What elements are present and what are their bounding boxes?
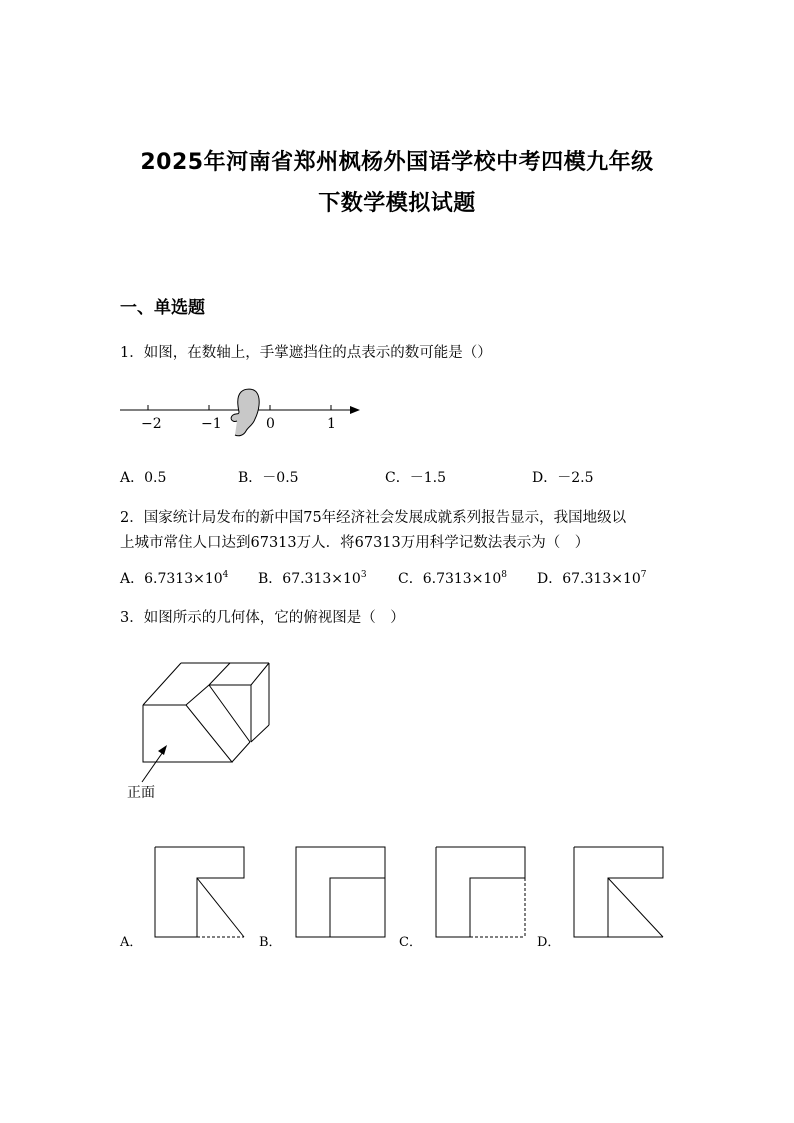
- edge: [232, 742, 250, 762]
- option-base: 6.7313×10: [422, 571, 502, 587]
- section-heading: 一、单选题: [120, 298, 205, 318]
- front-face: [143, 705, 232, 762]
- option-d-figure[interactable]: [574, 847, 663, 937]
- q2-option-c[interactable]: [398, 568, 507, 588]
- question-3-text: 3．如图所示的几何体，它的俯视图是（ ）: [120, 610, 405, 626]
- top-view-options: [115, 840, 675, 955]
- tick-label: −1: [201, 416, 222, 432]
- front-label: 正面: [127, 785, 155, 801]
- option-exponent: 7: [640, 570, 647, 580]
- option-label: C．: [399, 935, 422, 950]
- arrow-head-icon: [158, 745, 167, 755]
- option-b-figure[interactable]: [296, 847, 385, 937]
- option-exponent: 8: [501, 570, 507, 580]
- axis-arrow-icon: [350, 406, 360, 414]
- edge: [209, 685, 250, 742]
- hand-icon: [231, 389, 259, 436]
- q2-option-d[interactable]: [537, 568, 647, 588]
- front-arrow: [142, 749, 165, 782]
- option-label: A．: [120, 571, 145, 587]
- option-a-figure[interactable]: [155, 847, 244, 937]
- tick-label: 1: [327, 416, 336, 432]
- option-base: 6.7313×10: [144, 571, 223, 587]
- question-2-line2: 上城市常住人口达到67313万人．将67313万用科学记数法表示为（ ）: [120, 535, 590, 551]
- edge: [251, 663, 269, 685]
- q2-option-a[interactable]: [120, 568, 228, 588]
- option-base: 67.313×10: [562, 571, 641, 587]
- option-base: 67.313×10: [282, 571, 361, 587]
- option-label: D．: [537, 935, 561, 950]
- q1-option-a[interactable]: A．0.5: [120, 470, 167, 486]
- edge: [209, 663, 230, 685]
- q1-option-d[interactable]: D．－2.5: [532, 470, 594, 486]
- option-label: B．: [258, 571, 283, 587]
- option-label: C．: [398, 571, 423, 587]
- tick-label: 0: [266, 416, 275, 432]
- question-1-text: 1．如图，在数轴上，手掌遮挡住的点表示的数可能是（）: [120, 345, 492, 361]
- option-label: A．: [120, 935, 143, 950]
- option-label: B．: [259, 935, 282, 950]
- number-line-figure: [115, 385, 375, 440]
- page-title-line2: 下数学模拟试题: [318, 191, 476, 216]
- tick-label: −2: [141, 416, 162, 432]
- edge: [186, 685, 209, 705]
- page-title-line1: 2025年河南省郑州枫杨外国语学校中考四模九年级: [140, 150, 654, 175]
- q2-option-b[interactable]: [258, 568, 367, 588]
- question-2-line1: 2．国家统计局发布的新中国75年经济社会发展成就系列报告显示，我国地级以: [120, 510, 627, 526]
- option-c-figure[interactable]: [436, 847, 525, 937]
- edge: [251, 725, 269, 742]
- option-label: D．: [537, 571, 563, 587]
- q1-option-b[interactable]: B．－0.5: [238, 470, 299, 486]
- option-exponent: 4: [222, 570, 229, 580]
- q1-option-c[interactable]: C．－1.5: [385, 470, 446, 486]
- option-exponent: 3: [360, 570, 367, 580]
- solid-figure: [120, 655, 280, 805]
- edge: [143, 663, 181, 705]
